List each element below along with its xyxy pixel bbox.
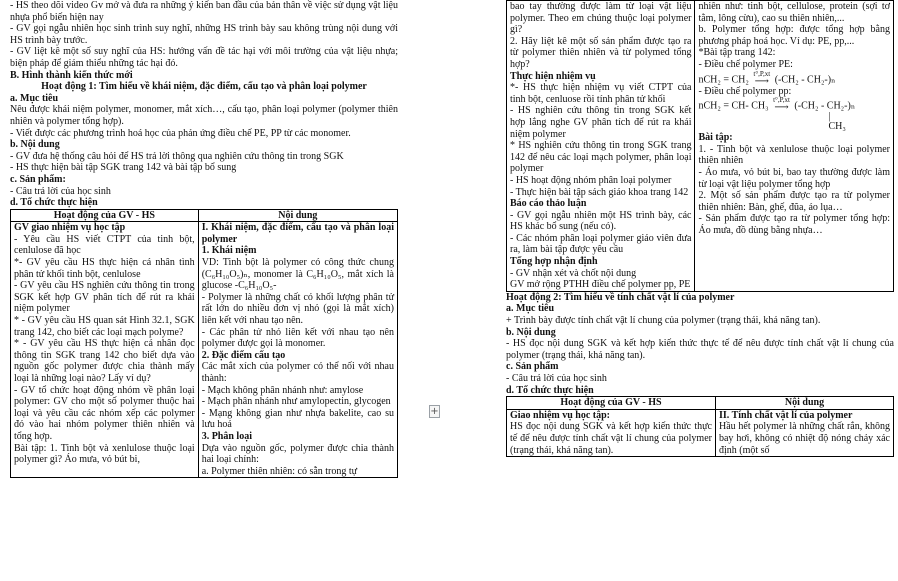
cell-line: Các mắt xích của polymer có thể nối với nhau thành: bbox=[201, 361, 394, 384]
header-teacher-student: Hoạt động của GV - HS bbox=[507, 397, 716, 410]
cell-line: - GV gọi ngẫu nhiên một HS trình bày, các HS khác bổ sung (nếu có). bbox=[510, 209, 692, 233]
cell-heading: Báo cáo thảo luận bbox=[510, 198, 587, 210]
cell-line: - Điều chế polymer PE: bbox=[698, 58, 793, 70]
header-content: Nội dung bbox=[198, 209, 397, 222]
cell-line: - Polymer là những chất có khối lượng phân tử rất lớn do nhiều đơn vị nhỏ (gọi là mắt xích) liên kết với nhau tạo nên. bbox=[201, 291, 394, 327]
section-b-title: B. Hình thành kiến thức mới bbox=[10, 69, 133, 81]
cell-line: - Sản phẩm được tạo ra từ polymer tổng hợp: Áo mưa, đồ dùng bằng nhựa… bbox=[698, 213, 890, 236]
formula-pp-condition: t°,P,xt bbox=[773, 96, 790, 105]
cell-line: GV mở rộng PTHH điều chế polymer pp, PE bbox=[510, 279, 691, 291]
cell-line: VD: Tinh bột là polymer có công thức chung (C₆H₁₀O₅)ₙ, monomer là C₆H₁₀O₅, mắt xích là glucose -C₆H₁₀O₅- bbox=[201, 257, 394, 292]
paragraph-line: - HS đọc nội dung SGK và kết hợp kiến thức thực tế để nêu được tính chất vật lí chung của polymer (trạng thái, khả năng tan). bbox=[506, 338, 894, 361]
cell-heading: 2. Đặc điểm cấu tạo bbox=[201, 349, 286, 361]
paragraph-line: - Câu trả lời của học sinh bbox=[10, 185, 111, 197]
cell-heading: Bài tập: bbox=[698, 132, 733, 144]
intro-paragraph bbox=[10, 0, 398, 70]
cell-heading: II. Tính chất vật lí của polymer bbox=[718, 409, 853, 421]
implementation-heading: d. Tổ chức thực hiện bbox=[506, 384, 594, 396]
cell-heading: I. Khái niệm, đặc điểm, cấu tạo và phân loại polymer bbox=[201, 222, 394, 245]
formula-pe-left: nCH₂ = CH₂ bbox=[698, 73, 749, 85]
content-cell bbox=[198, 222, 397, 478]
cell-line: - Mạch phân nhánh như amylopectin, glycogen bbox=[201, 396, 391, 408]
formula-pp-left: nCH₂ = CH- CH₃ bbox=[698, 100, 769, 112]
cell-line: - Yêu cầu HS viết CTPT của tinh bột, cenlulose đã học bbox=[14, 233, 195, 257]
paragraph-line: - Viết được các phương trình hoá học của phản ứng điều chế PE, PP từ các monomer. bbox=[10, 127, 351, 139]
paragraph-line: - HS theo dõi video Gv mở và đưa ra những ý kiến ban đầu của bản thân về việc sử dụng vật liệu nhựa phổ biến hiện nay bbox=[10, 0, 398, 23]
pp-label: - Điều chế polymer pp: bbox=[698, 85, 792, 97]
objective-text bbox=[506, 315, 894, 327]
paragraph-line: - HS thực hiện bài tập SGK trang 142 và bài tập bổ sung bbox=[10, 162, 237, 174]
activity-1-table-continued bbox=[506, 0, 894, 292]
formula-pe bbox=[698, 71, 890, 86]
paragraph-line: - Câu trả lời của học sinh bbox=[506, 373, 607, 384]
activity-1-table bbox=[10, 209, 398, 479]
paragraph-line: Nêu được khái niệm polymer, monomer, mắt xích…, cấu tạo, phân loại polymer (polymer thiên nhiên và polymer tổng hợp). bbox=[10, 104, 398, 127]
cell-line: *- HS thực hiện nhiệm vụ viết CTPT của tinh bột, cenluose rồi tính phân tử khối bbox=[510, 82, 692, 105]
cell-line: - Mạch không phân nhánh như: amylose bbox=[201, 384, 364, 396]
formula-pe-right: (-CH₂ - CH₂-)ₙ bbox=[774, 73, 836, 85]
paragraph-line: - GV gọi ngẫu nhiên học sinh trình suy nghĩ, những HS trình bày sau không trùng nội dung với HS trình bày trước. bbox=[10, 23, 398, 46]
cell-line: b. Polymer tổng hợp: được tổng hợp bằng phương pháp hoá học. Ví dụ: PE, pp,... bbox=[698, 24, 890, 47]
reaction-arrow-icon: ⟶ bbox=[774, 102, 789, 114]
cell-line: *Bài tập trang 142: bbox=[698, 47, 776, 59]
cell-line: Bài tập: 1. Tinh bột và xenlulose thuộc loại polymer gì? Áo mưa, vỏ bút bi, bbox=[14, 442, 195, 466]
cell-line: 1. - Tinh bột và xenlulose thuộc loại polymer thiên nhiên bbox=[698, 143, 890, 167]
activity-cell bbox=[507, 1, 695, 292]
add-row-button[interactable]: + bbox=[430, 406, 439, 417]
objective-heading: a. Mục tiêu bbox=[506, 303, 555, 315]
cell-line: nhiên như: tinh bột, cellulose, protein (sợi tơ tằm, lông cừu), cao su thiên nhiên,... bbox=[698, 1, 890, 24]
cell-line: Hầu hết polymer là những chất rắn, không bay hơi, không có nhiệt độ nóng chảy xác định (một số bbox=[718, 421, 890, 456]
document-page-right bbox=[500, 0, 898, 581]
product-text bbox=[10, 186, 398, 198]
content-heading: b. Nội dung bbox=[506, 326, 556, 338]
cell-line: - GV yêu cầu HS nghiên cứu thông tin trong SGK kết hợp GV phân tích để rút ra khái niệm polymer bbox=[14, 280, 195, 315]
content-text bbox=[10, 151, 398, 174]
activity-cell bbox=[11, 222, 199, 478]
cell-line: - Thực hiện bài tập sách giáo khoa trang 142 bbox=[510, 186, 689, 198]
activity-cell bbox=[507, 409, 716, 456]
document-page-left bbox=[0, 0, 402, 581]
cell-line: bao tay thường được làm từ loại vật liệu polymer. Theo em chúng thuộc loại polymer gì? bbox=[510, 1, 692, 36]
cell-line: - Áo mưa, vỏ bút bi, bao tay thường được làm từ loại vật liệu polymer tổng hợp bbox=[698, 166, 890, 190]
cell-line: Dựa vào nguồn gốc, polymer được chia thành hai loại chính: bbox=[201, 442, 394, 466]
reaction-arrow-icon: ⟶ bbox=[754, 75, 769, 87]
cell-line: - Mạng không gian như nhựa bakelite, cao su lưu hoá bbox=[201, 407, 394, 431]
paragraph-line: - GV liệt kê một số suy nghĩ của HS: hướng vấn đề tác hại với môi trường của vật liệu nhựa; biện pháp để giảm thiểu những tác hại đó. bbox=[10, 46, 398, 69]
objective-heading: a. Mục tiêu bbox=[10, 92, 59, 104]
header-content: Nội dung bbox=[715, 397, 893, 410]
cell-heading: 3. Phân loại bbox=[201, 430, 252, 442]
cell-heading: Tổng hợp nhận định bbox=[510, 256, 598, 268]
cell-line: 2. Một số sản phẩm được tạo ra từ polymer thiên nhiên: Bàn, ghế, đũa, áo lụa… bbox=[698, 190, 890, 213]
content-text bbox=[506, 338, 894, 361]
cell-line: *- GV yêu cầu HS thực hiện cá nhân tình phân tử khối tinh bột, cenlulose bbox=[14, 257, 195, 280]
cell-line: - GV tổ chức hoạt động nhóm về phân loại polymer: GV cho một số polymer thuộc hai loại và yêu cầu các nhóm xếp các polymer đó vào hai nhóm polymer thiên nhiên và tổng hợp. bbox=[14, 384, 195, 442]
cell-heading: 1. Khái niệm bbox=[201, 245, 257, 257]
table-header-row bbox=[11, 209, 398, 222]
cell-line: - Các nhóm phân loại polymer giáo viên đưa ra, làm bài tập được yêu cầu bbox=[510, 232, 692, 256]
cell-line: - Các phân tử nhỏ liên kết với nhau tạo nên polymer được gọi là monomer. bbox=[201, 326, 394, 350]
cell-line: * - GV yêu cầu HS thực hiện cá nhân đọc thông tin SGK trang 142 cho biết dựa vào nguồn gốc polymer được chia thành mấy loại là những loại nào? Lấy ví dụ? bbox=[14, 338, 195, 384]
cell-line: a. Polymer thiên nhiên: có sẵn trong tự bbox=[201, 465, 358, 477]
cell-line: HS đọc nội dung SGK và kết hợp kiến thức thực tế để nêu được tính chất vật lí chung của polymer (trạng thái, khả năng tan). bbox=[510, 421, 712, 456]
content-cell bbox=[695, 1, 894, 292]
formula-pe-condition: t°,P,xt bbox=[753, 69, 771, 78]
cell-heading: GV giao nhiệm vụ học tập bbox=[14, 222, 126, 234]
formula-pp-right: (-CH₂ - CH₂-)ₙ bbox=[794, 100, 856, 112]
content-cell bbox=[715, 409, 893, 456]
table-row bbox=[11, 222, 398, 478]
branch-bond-icon: | bbox=[828, 111, 831, 123]
cell-line: - HS hoạt động nhóm phân loại polymer bbox=[510, 174, 672, 186]
cell-heading: Thực hiện nhiệm vụ bbox=[510, 70, 596, 82]
paragraph-line: + Trình bày được tính chất vật lí chung của polymer (trạng thái, khả năng tan). bbox=[506, 315, 821, 327]
cell-line: - HS nghiên cứu thông tin trong SGK kết hợp lắng nghe GV phân tích để rút ra khái niệm polymer bbox=[510, 105, 692, 140]
formula-pp bbox=[698, 97, 890, 132]
content-heading: b. Nội dung bbox=[10, 139, 60, 151]
table-row bbox=[507, 409, 894, 456]
product-heading: c. Sản phẩm bbox=[506, 361, 559, 373]
activity-1-title: Hoạt động 1: Tìm hiểu về khái niệm, đặc điểm, cấu tạo và phân loại polymer bbox=[41, 81, 367, 93]
formula-pp-branch bbox=[698, 112, 890, 132]
cell-heading: Giao nhiệm vụ học tập: bbox=[510, 409, 611, 421]
implementation-heading: d. Tổ chức thực hiện bbox=[10, 197, 98, 209]
cell-line: * HS nghiên cứu thông tin trong SGK trang 142 để nêu các loại mạch polymer, phân loại polymer bbox=[510, 140, 692, 175]
activity-2-table bbox=[506, 396, 894, 457]
page-gap bbox=[402, 0, 500, 581]
cell-line: - GV nhận xét và chốt nội dung bbox=[510, 267, 637, 279]
product-text bbox=[506, 373, 894, 385]
table-row bbox=[507, 1, 894, 292]
paragraph-line: - GV đưa hệ thống câu hỏi để HS trả lời thông qua nghiên cứu thông tin trong SGK bbox=[10, 150, 344, 162]
cell-line: 2. Hãy liệt kê một số sản phẩm được tạo ra từ polymer thiên nhiên và từ polymed tổng hợp? bbox=[510, 35, 692, 70]
header-teacher-student: Hoạt động của GV - HS bbox=[11, 209, 199, 222]
product-heading: c. Sản phẩm: bbox=[10, 173, 66, 185]
table-header-row bbox=[507, 397, 894, 410]
activity-2-title: Hoạt động 2: Tìm hiểu về tính chất vật lí của polymer bbox=[506, 291, 735, 303]
objective-text bbox=[10, 104, 398, 139]
cell-line: * - GV yêu cầu HS quan sát Hình 32.1, SGK trang 142, cho biết các loại mạch polyme? bbox=[14, 315, 195, 338]
formula-pp-branch-text: CH₃ bbox=[828, 121, 846, 133]
